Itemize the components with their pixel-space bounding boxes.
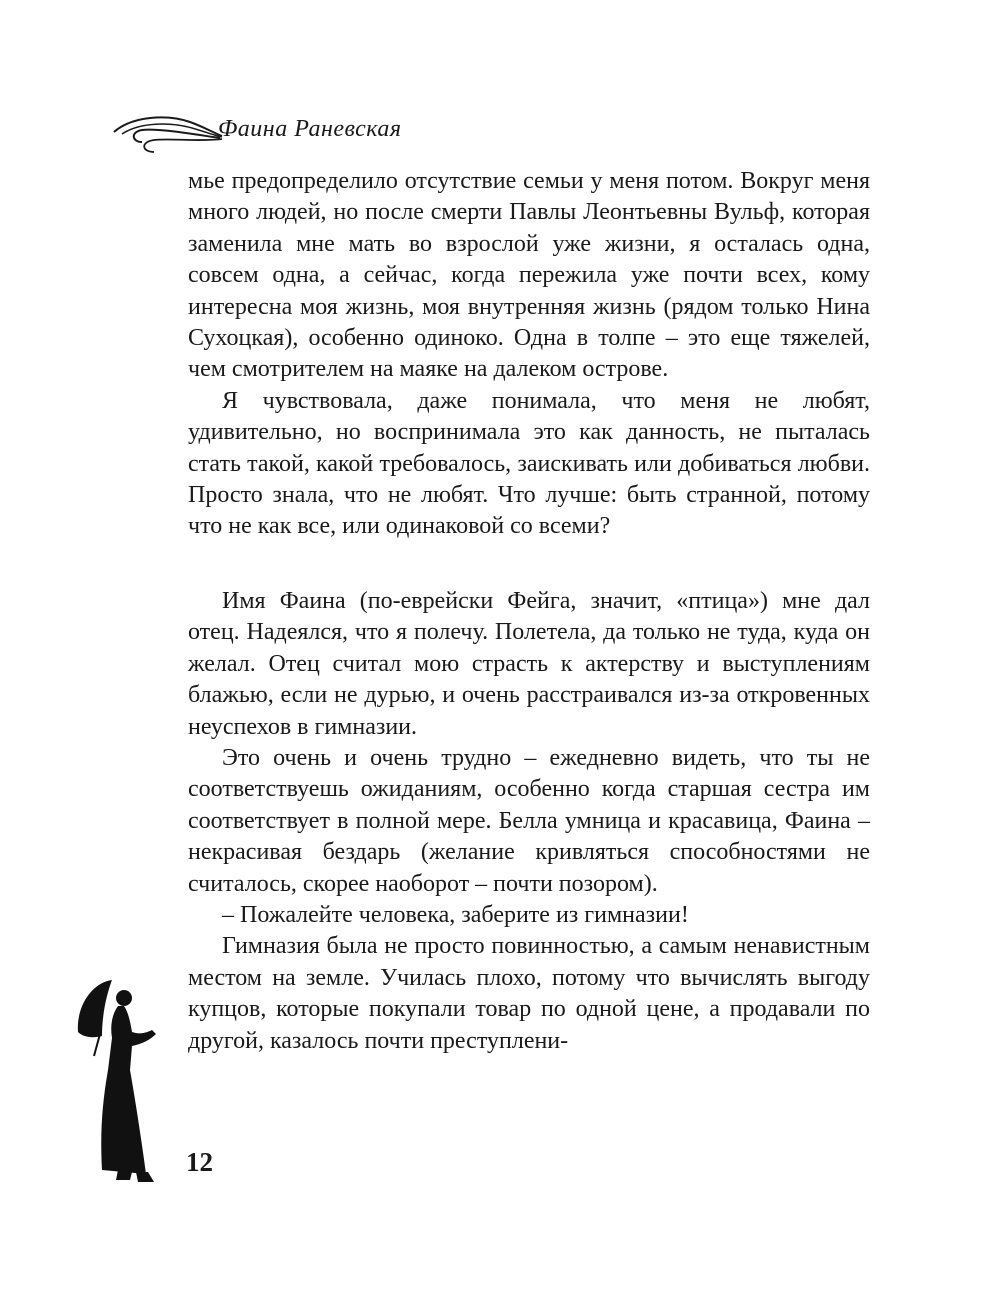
- body-text: [188, 166, 870, 1057]
- dialogue-line: – Пожалейте человека, заберите из гимназии!: [222, 901, 689, 928]
- paragraph: мье предопределило отсутствие семьи у меня потом. Вокруг меня много людей, но после смерти Павлы Леонтьевны Вульф, которая заменила мне мать во взрослой уже жизни, я осталась одна, совсем одна, а сейчас, когда пережила уже почти всех, кому интересна моя жизнь, моя внутренняя жизнь (рядом только Нина Сухоцкая), особенно одиноко. Одна в толпе – это еще тяжелей, чем смотрителем на маяке на далеком острове.: [188, 168, 870, 383]
- paragraph: Я чувствовала, даже понимала, что меня не любят, удивительно, но воспринимала это как данность, не пыталась стать такой, какой требовалось, заискивать или добиваться любви. Просто знала, что не любят. Что лучше: быть странной, потому что не как все, или одинаковой со всеми?: [188, 387, 870, 540]
- woman-with-umbrella-silhouette-icon: [72, 974, 162, 1184]
- paragraph: Это очень и очень трудно – ежедневно видеть, что ты не соответствуешь ожиданиям, особенно когда старшая сестра им соответствует в полной мере. Белла умница и красавица, Фаина – некрасивая бездарь (желание кривляться способностями не считалось, скорее наоборот – почти позором).: [188, 744, 870, 897]
- running-header: [112, 110, 452, 160]
- flourish-ornament-icon: [112, 112, 224, 156]
- paragraph: Гимназия была не просто повинностью, а самым ненавистным местом на земле. Училась плохо, потому что вычислять выгоду купцов, которые покупали товар по одной цене, а продавали по другой, казалось почти преступлени-: [188, 933, 870, 1054]
- section-break: [188, 543, 870, 586]
- paragraph: Имя Фаина (по-еврейски Фейга, значит, «птица») мне дал отец. Надеялся, что я полечу. Полетела, да только не туда, куда он желал. Отец считал мою страсть к актерству и выступлениям блажью, если не дурью, и очень расстраивался из-за откровенных неуспехов в гимназии.: [188, 587, 870, 740]
- header-author: Фаина Раневская: [218, 116, 402, 142]
- page-number: 12: [186, 1147, 213, 1177]
